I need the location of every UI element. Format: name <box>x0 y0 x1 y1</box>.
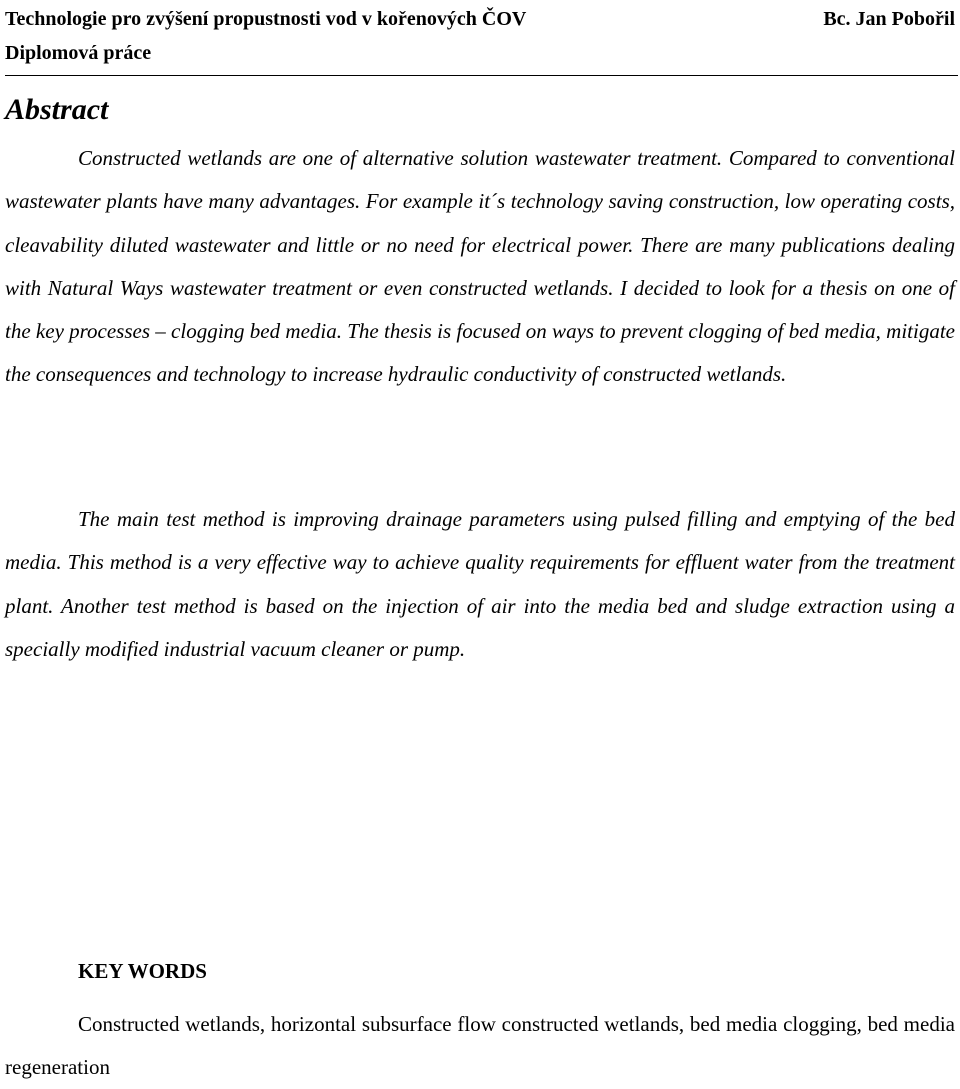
keywords-heading: KEY WORDS <box>78 959 207 983</box>
header-title: Technologie pro zvýšení propustnosti vod v kořenových ČOV <box>5 8 527 30</box>
header-author: Bc. Jan Pobořil <box>823 8 955 30</box>
header-divider <box>5 75 958 76</box>
abstract-paragraph-2: The main test method is improving drainage parameters using pulsed filling and emptying of the bed media. This method is a very effective way to achieve quality requirements for effluent water from the treatment plant. Another test method is based on the injection of air into the media bed and sludge extraction using a specially modified industrial vacuum cleaner or pump. <box>5 507 955 661</box>
abstract-heading: Abstract <box>5 93 109 126</box>
abstract-paragraph-1: Constructed wetlands are one of alternative solution wastewater treatment. Compared to conventional wastewater plants have many advantages. For example it´s technology saving construction, low operating costs, cleavability diluted wastewater and little or no need for electrical power. There are many publications dealing with Natural Ways wastewater treatment or even constructed wetlands. I decided to look for a thesis on one of the key processes – clogging bed media. The thesis is focused on ways to prevent clogging of bed media, mitigate the consequences and technology to increase hydraulic conductivity of constructed wetlands. <box>5 146 955 387</box>
page-header <box>5 4 958 76</box>
keywords-text: Constructed wetlands, horizontal subsurface flow constructed wetlands, bed media clogging, bed media regeneration <box>5 1012 955 1079</box>
header-subtitle: Diplomová práce <box>5 42 152 64</box>
